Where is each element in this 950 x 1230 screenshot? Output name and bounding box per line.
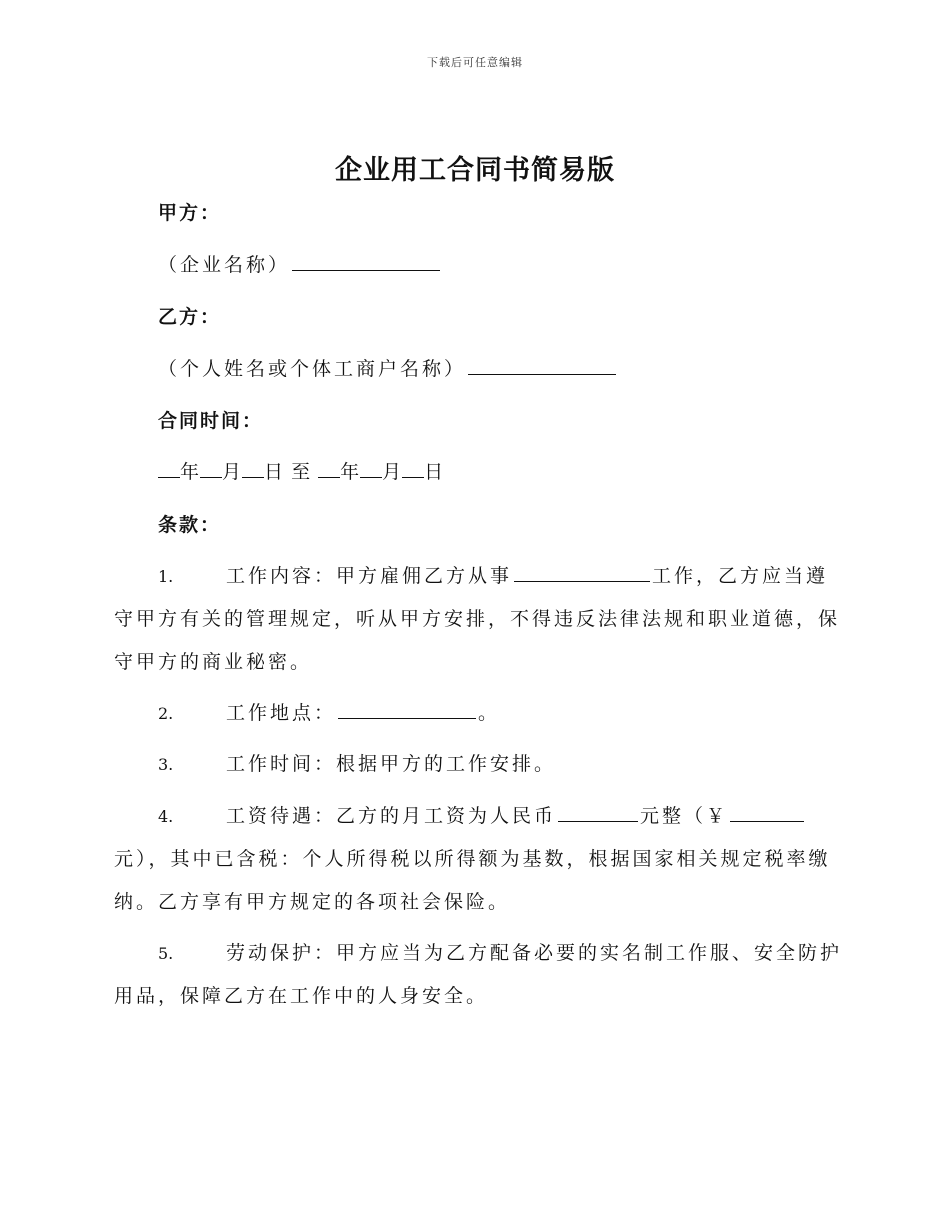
- header-note: 下载后可任意编辑: [427, 56, 523, 69]
- day2-blank: [402, 461, 424, 478]
- clause-3-line-1: [158, 749, 556, 776]
- period-dates: [158, 457, 444, 484]
- month1-label: 月: [222, 461, 243, 483]
- party-b-row: [158, 302, 221, 329]
- day1-label: 日 至: [264, 461, 319, 483]
- terms-label: 条款：: [158, 514, 222, 536]
- clause-1-text-b: 工作，乙方应当遵: [652, 565, 829, 587]
- day2-label: 日: [424, 461, 445, 483]
- clause-3-text-a: 工作时间：根据甲方的工作安排。: [226, 753, 557, 775]
- clause-2-number: 2.: [158, 704, 174, 723]
- clause-3-number: 3.: [158, 755, 174, 774]
- document-title: 企业用工合同书简易版: [335, 155, 615, 186]
- clause-4-number: 4.: [158, 807, 174, 826]
- month1-blank: [200, 461, 222, 478]
- period-label: 合同时间：: [158, 410, 264, 432]
- party-b-label: 乙方：: [158, 306, 222, 328]
- day1-blank: [242, 461, 264, 478]
- party-a-field-label: （企业名称）: [158, 254, 291, 276]
- year2-blank: [318, 461, 340, 478]
- year2-label: 年: [340, 461, 361, 483]
- party-a-label: 甲方：: [158, 202, 222, 224]
- party-a-field-row: [158, 250, 442, 277]
- clause-1-line-2: 守甲方有关的管理规定，听从甲方安排，不得违反法律法规和职业道德，保: [114, 608, 841, 630]
- year1-blank: [158, 461, 180, 478]
- clause-5-text-a: 劳动保护：甲方应当为乙方配备必要的实名制工作服、安全防护: [226, 942, 843, 964]
- period-row: [158, 406, 263, 433]
- clause-4-line-1: [158, 801, 806, 828]
- clause-2-text-b: 。: [478, 702, 501, 724]
- clause-4-line-2: 元），其中已含税：个人所得税以所得额为基数，根据国家相关规定税率缴: [114, 848, 831, 870]
- clause-1-text-a: 工作内容：甲方雇佣乙方从事: [226, 565, 513, 587]
- party-b-blank: [468, 358, 616, 375]
- month2-blank: [360, 461, 382, 478]
- clause-4-amount-blank: [730, 805, 804, 822]
- clause-4-text-b: 元整（￥: [640, 805, 729, 827]
- clause-1-line-3: 守甲方的商业秘密。: [114, 651, 313, 673]
- party-a-blank: [292, 254, 440, 271]
- clause-1-blank: [514, 565, 650, 582]
- party-b-field-row: [158, 354, 618, 381]
- clause-2-text-a: 工作地点：: [226, 702, 337, 724]
- clause-2-blank: [338, 702, 476, 719]
- month2-label: 月: [382, 461, 403, 483]
- party-a-row: [158, 198, 221, 225]
- clause-4-salary-blank: [558, 805, 638, 822]
- year1-label: 年: [180, 461, 201, 483]
- clause-5-line-2: 用品，保障乙方在工作中的人身安全。: [114, 985, 489, 1007]
- clause-5-number: 5.: [158, 944, 174, 963]
- clause-5-line-1: [158, 938, 842, 965]
- terms-row: [158, 510, 221, 537]
- clause-4-line-3: 纳。乙方享有甲方规定的各项社会保险。: [114, 891, 511, 913]
- party-b-field-label: （个人姓名或个体工商户名称）: [158, 358, 467, 380]
- clause-2-line-1: [158, 698, 500, 725]
- clause-1-line-1: [158, 561, 828, 588]
- clause-4-text-a: 工资待遇：乙方的月工资为人民币: [226, 805, 557, 827]
- clause-1-number: 1.: [158, 567, 174, 586]
